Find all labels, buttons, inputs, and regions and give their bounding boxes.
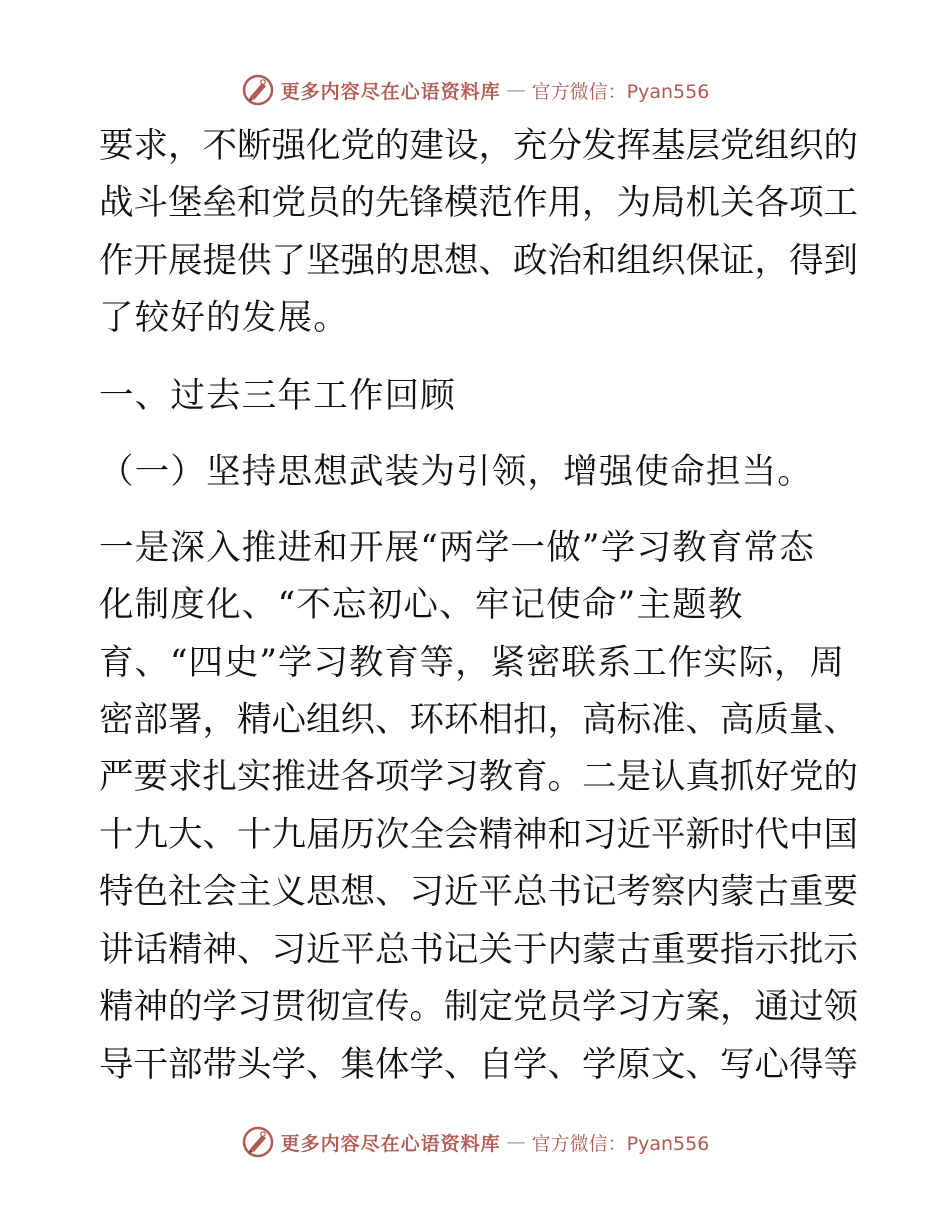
section-heading: 一、过去三年工作回顾 bbox=[99, 376, 456, 416]
watermark-dash: — bbox=[506, 79, 526, 101]
body-line: 讲话精神、习近平总书记关于内蒙古重要指示批示 bbox=[99, 930, 858, 970]
watermark-contact: 官方微信：Pyan556 bbox=[531, 80, 710, 103]
body-line: 化制度化、“不忘初心、牢记使命”主题教 bbox=[99, 585, 744, 625]
pen-circle-logo-icon bbox=[241, 1125, 275, 1159]
watermark-text: 更多内容尽在心语资料库 bbox=[280, 1132, 501, 1155]
subsection-heading: （一）坚持思想武装为引领，增强使命担当。 bbox=[99, 452, 813, 492]
watermark-dash: — bbox=[506, 1131, 526, 1153]
body-line: 精神的学习贯彻宣传。制定党员学习方案，通过领 bbox=[99, 987, 858, 1027]
body-line: 一是深入推进和开展“两学一做”学习教育常态 bbox=[99, 528, 815, 568]
body-line: 作开展提供了坚强的思想、政治和组织保证，得到 bbox=[99, 241, 858, 281]
body-line: 导干部带头学、集体学、自学、学原文、写心得等 bbox=[99, 1045, 858, 1085]
body-line: 战斗堡垒和党员的先锋模范作用，为局机关各项工 bbox=[99, 183, 858, 223]
body-line: 特色社会主义思想、习近平总书记考察内蒙古重要 bbox=[99, 872, 858, 912]
body-line: 十九大、十九届历次全会精神和习近平新时代中国 bbox=[99, 815, 858, 855]
body-line: 密部署，精心组织、环环相扣，高标准、高质量、 bbox=[99, 700, 858, 740]
body-line: 严要求扎实推进各项学习教育。二是认真抓好党的 bbox=[99, 757, 858, 797]
pen-circle-logo-icon bbox=[241, 73, 275, 107]
body-line: 要求，不断强化党的建设，充分发挥基层党组织的 bbox=[99, 126, 858, 166]
watermark-contact: 官方微信：Pyan556 bbox=[531, 1132, 710, 1155]
header-watermark bbox=[0, 70, 950, 110]
body-line: 了较好的发展。 bbox=[99, 298, 349, 338]
footer-watermark bbox=[0, 1122, 950, 1162]
watermark-text: 更多内容尽在心语资料库 bbox=[280, 80, 501, 103]
body-line: 育、“四史”学习教育等，紧密联系工作实际，周 bbox=[99, 643, 844, 683]
